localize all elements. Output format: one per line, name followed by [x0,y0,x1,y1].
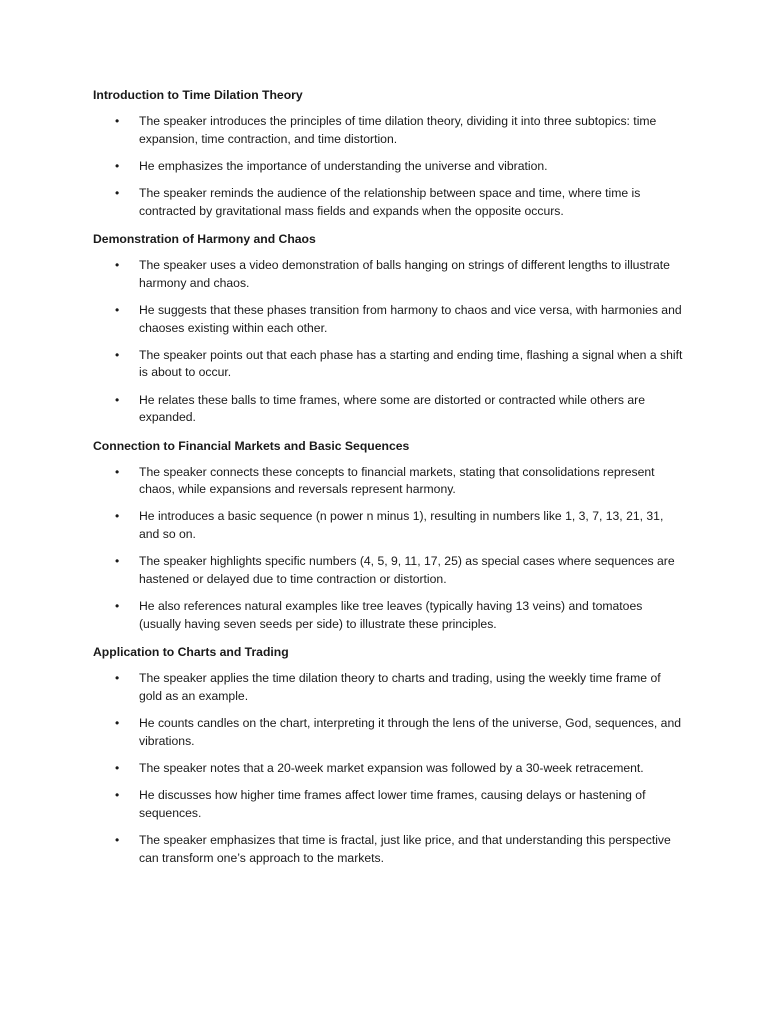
bullet-icon: • [115,832,120,847]
section-financial-markets [93,437,683,634]
list-item-text: The speaker notes that a 20-week market expansion was followed by a 30-week retracement. [139,760,644,775]
section-heading: Introduction to Time Dilation Theory [93,88,303,102]
bullet-icon: • [115,347,120,362]
list-item [93,832,683,867]
bullet-icon: • [115,760,120,775]
document-page [93,86,683,877]
bullet-icon: • [115,464,120,479]
bullet-list [93,464,683,634]
list-item-text: The speaker applies the time dilation theory to charts and trading, using the weekly time frame of gold as an example. [139,671,661,703]
bullet-icon: • [115,392,120,407]
list-item [93,787,683,822]
list-item [93,392,683,427]
section-time-dilation [93,86,683,220]
list-item-text: The speaker connects these concepts to financial markets, stating that consolidations represent chaos, while expansions and reversals represent harmony. [139,464,655,497]
bullet-icon: • [115,158,120,173]
list-item [93,158,683,176]
list-item-text: The speaker emphasizes that time is fractal, just like price, and that understanding this perspective can transform one’s approach to the markets. [139,832,671,865]
list-item-text: He suggests that these phases transition from harmony to chaos and vice versa, with harmonies and chaoses existing within each other. [139,302,682,335]
list-item [93,257,683,292]
list-item-text: The speaker uses a video demonstration of balls hanging on strings of different lengths to illustrate harmony and chaos. [139,258,670,290]
list-item [93,760,683,778]
section-heading: Connection to Financial Markets and Basic Sequences [93,438,410,453]
list-item [93,598,683,633]
list-item-text: He introduces a basic sequence (n power n minus 1), resulting in numbers like 1, 3, 7, 13, 21, 31, and so on. [139,509,664,541]
list-item-text: The speaker points out that each phase has a starting and ending time, flashing a signal when a shift is about to occur. [139,347,683,380]
section-heading: Application to Charts and Trading [93,645,289,660]
bullet-icon: • [115,788,120,803]
list-item [93,347,683,382]
bullet-icon: • [115,671,120,686]
bullet-icon: • [115,114,120,128]
bullet-icon: • [115,186,120,201]
bullet-icon: • [115,554,120,569]
list-item [93,464,683,499]
section-charts-trading [93,643,683,867]
list-item-text: He emphasizes the importance of understanding the universe and vibration. [139,158,548,173]
list-item [93,508,683,543]
bullet-icon: • [115,258,120,273]
list-item-text: The speaker highlights specific numbers (4, 5, 9, 11, 17, 25) as special cases where sequences are hastened or delayed due to time contraction or distortion. [139,554,675,586]
bullet-list [93,670,683,867]
bullet-icon: • [115,509,120,524]
list-item [93,553,683,588]
section-harmony-chaos [93,230,683,427]
bullet-icon: • [115,715,120,730]
list-item [93,715,683,750]
list-item-text: He also references natural examples like tree leaves (typically having 13 veins) and tomatoes (usually having seven seeds per side) to illustrate these principles. [139,599,643,631]
list-item [93,185,683,220]
list-item-text: He counts candles on the chart, interpreting it through the lens of the universe, God, sequences, and vibrations. [139,715,682,748]
list-item-text: He discusses how higher time frames affect lower time frames, causing delays or hastening of sequences. [139,788,646,820]
bullet-list [93,257,683,427]
bullet-icon: • [115,599,120,614]
bullet-list [93,113,683,220]
list-item [93,302,683,337]
bullet-icon: • [115,302,120,317]
list-item-text: The speaker introduces the principles of time dilation theory, dividing it into three subtopics: time expansion, time contraction, and time distortion. [139,114,657,146]
list-item [93,670,683,705]
list-item-text: He relates these balls to time frames, where some are distorted or contracted while others are expanded. [139,392,646,425]
section-heading: Demonstration of Harmony and Chaos [93,232,316,247]
list-item [93,113,683,148]
list-item-text: The speaker reminds the audience of the relationship between space and time, where time is contracted by gravitational mass fields and expands when the opposite occurs. [139,186,641,218]
